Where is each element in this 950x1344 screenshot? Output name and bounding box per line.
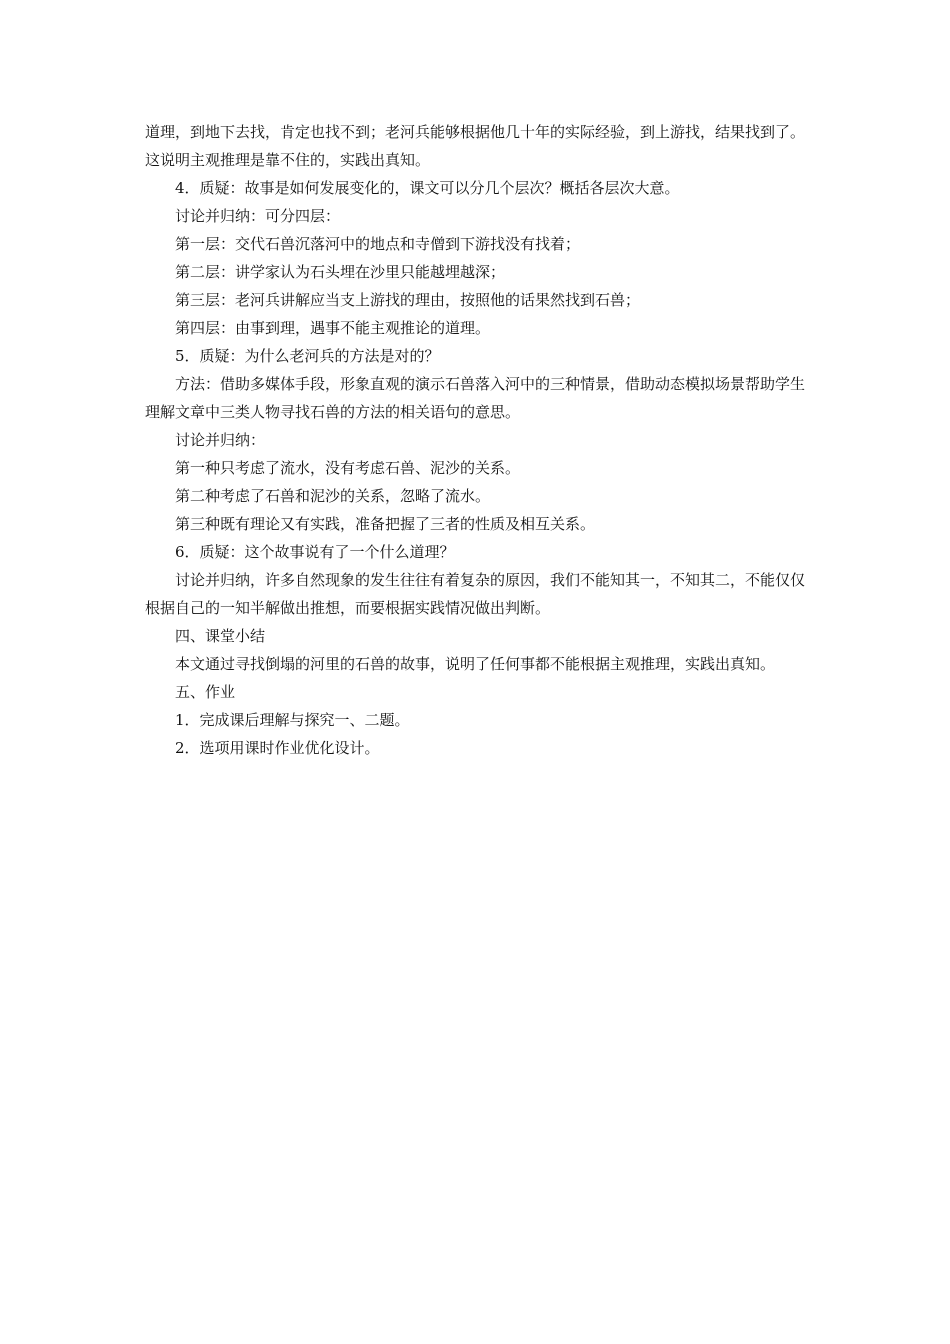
paragraph-summary: 本文通过寻找倒塌的河里的石兽的故事，说明了任何事都不能根据主观推理，实践出真知。 (175, 655, 776, 673)
paragraph-layer-3: 第三层：老河兵讲解应当支上游找的理由，按照他的话果然找到石兽； (175, 291, 641, 309)
paragraph-layer-4: 第四层：由事到理，遇事不能主观推论的道理。 (175, 319, 491, 337)
paragraph-type-2: 第二种考虑了石兽和泥沙的关系，忽略了流水。 (175, 487, 491, 505)
document-body (145, 118, 805, 762)
paragraph-layer-1: 第一层：交代石兽沉落河中的地点和寺僧到下游找没有找着； (175, 235, 581, 253)
section-heading-homework: 五、作业 (175, 683, 236, 701)
paragraph-question-5: 5．质疑：为什么老河兵的方法是对的？ (175, 347, 440, 365)
homework-item-1: 1．完成课后理解与探究一、二题。 (175, 711, 410, 729)
paragraph-question-6: 6．质疑：这个故事说有了一个什么道理？ (175, 543, 455, 561)
paragraph-discussion-3: 讨论并归纳，许多自然现象的发生往往有着复杂的原因，我们不能知其一，不知其二，不能仅仅根据自己的一知半解做出推想，而要根据实践情况做出判断。 (145, 571, 806, 617)
paragraph-layer-2: 第二层：讲学家认为石头埋在沙里只能越埋越深； (175, 263, 506, 281)
paragraph-1: 道理，到地下去找，肯定也找不到；老河兵能够根据他几十年的实际经验，到上游找，结果找到了。这说明主观推理是靠不住的，实践出真知。 (145, 123, 806, 169)
section-heading-summary: 四、课堂小结 (175, 627, 266, 645)
paragraph-question-4: 4．质疑：故事是如何发展变化的，课文可以分几个层次？概括各层次大意。 (175, 179, 680, 197)
homework-item-2: 2．选项用课时作业优化设计。 (175, 739, 380, 757)
paragraph-method: 方法：借助多媒体手段，形象直观的演示石兽落入河中的三种情景，借助动态模拟场景帮助学生理解文章中三类人物寻找石兽的方法的相关语句的意思。 (145, 375, 806, 421)
paragraph-discussion-2: 讨论并归纳： (175, 431, 266, 449)
paragraph-discussion-1: 讨论并归纳：可分四层： (175, 207, 341, 225)
paragraph-type-1: 第一种只考虑了流水，没有考虑石兽、泥沙的关系。 (175, 459, 521, 477)
paragraph-type-3: 第三种既有理论又有实践，准备把握了三者的性质及相互关系。 (175, 515, 596, 533)
